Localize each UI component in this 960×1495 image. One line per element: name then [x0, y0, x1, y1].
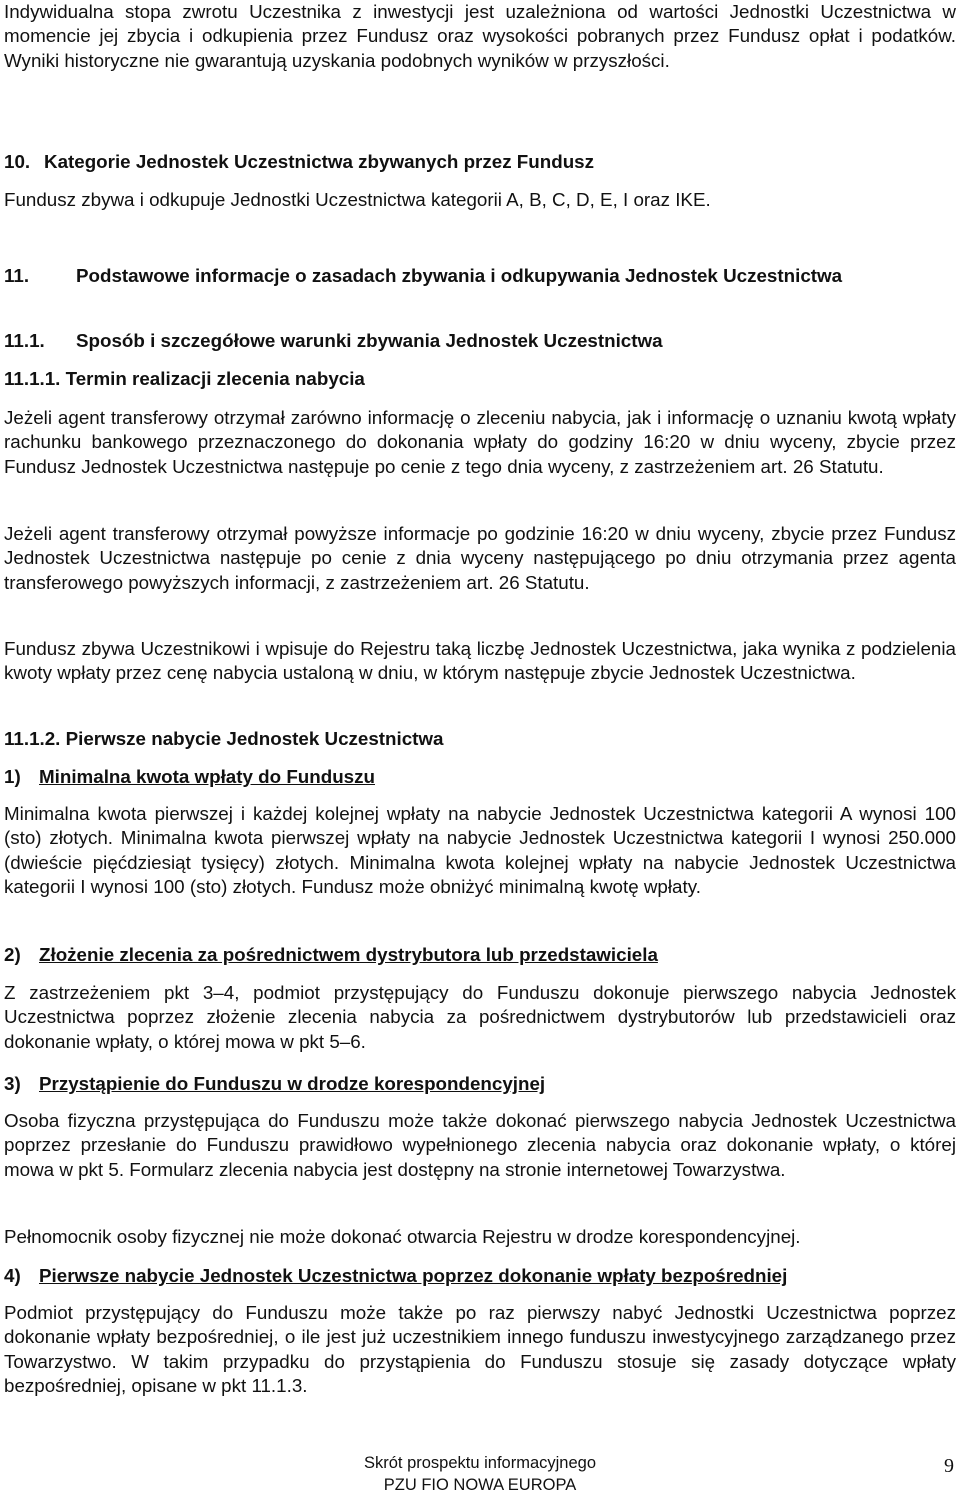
subheading-4 — [4, 1264, 956, 1288]
section-10-number: 10. — [4, 151, 31, 172]
section-11-1-title: Sposób i szczegółowe warunki zbywania Jednostek Uczestnictwa — [76, 330, 663, 351]
section-11-1-1-heading: 11.1.1. Termin realizacji zlecenia nabycia — [4, 368, 365, 389]
paragraph-1: Jeżeli agent transferowy otrzymał zarówno informację o zleceniu nabycia, jak i informację o uznaniu kwotą wpłaty rachunku bankowego przeznaczonego do dokonania wpłaty do godziny 16:20 w dniu wyceny, zbycie przez Fundusz Jednostek Uczestnictwa następuje po cenie z tego dnia wyceny, z zastrzeżeniem art. 26 Statutu. — [4, 407, 956, 477]
subheading-2 — [4, 943, 956, 967]
section-10-heading — [4, 150, 956, 174]
section-10-title: Kategorie Jednostek Uczestnictwa zbywanych przez Fundusz — [44, 151, 595, 172]
page-number: 9 — [944, 1455, 954, 1477]
section-11-1-2-heading: 11.1.2. Pierwsze nabycie Jednostek Uczestnictwa — [4, 728, 444, 749]
paragraph-8: Podmiot przystępujący do Funduszu może także po raz pierwszy nabyć Jednostki Uczestnictwa poprzez dokonanie wpłaty bezpośredniej, o ile jest już uczestnikiem innego funduszu inwestycyjnego zarządzanego przez Towarzystwo. W takim przypadku do przystąpienia do Funduszu stosuje się zasady dotyczące wpłaty bezpośredniej, opisane w pkt 11.1.3. — [4, 1302, 956, 1397]
section-10-text: Fundusz zbywa i odkupuje Jednostki Uczestnictwa kategorii A, B, C, D, E, I oraz IKE. — [4, 189, 711, 210]
paragraph-2: Jeżeli agent transferowy otrzymał powyższe informacje po godzinie 16:20 w dniu wyceny, zbycie przez Fundusz Jednostek Uczestnictwa następuje po cenie z dnia wyceny następującego po dniu otrzymania przez agenta transferowego powyższych informacji, z zastrzeżeniem art. 26 Statutu. — [4, 523, 956, 593]
section-11-heading — [4, 264, 956, 288]
subheading-4-title: Pierwsze nabycie Jednostek Uczestnictwa poprzez dokonanie wpłaty bezpośredniej — [39, 1265, 788, 1286]
paragraph-3: Fundusz zbywa Uczestnikowi i wpisuje do Rejestru taką liczbę Jednostek Uczestnictwa, jaka wynika z podzielenia kwoty wpłaty przez cenę nabycia ustaloną w dniu, w którym następuje zbycie Jednostek Uczestnictwa. — [4, 638, 956, 684]
footer-fund-name: PZU FIO NOWA EUROPA — [383, 1476, 577, 1494]
paragraph-4: Minimalna kwota pierwszej i każdej kolejnej wpłaty na nabycie Jednostek Uczestnictwa kategorii A wynosi 100 (sto) złotych. Minimalna kwota pierwszej wpłaty na nabycie Jednostek Uczestnictwa kategorii I wynosi 250.000 (dwieście pięćdziesiąt tysięcy) złotych. Minimalna kwota kolejnej wpłaty na nabycie Jednostek Uczestnictwa kategorii I wynosi 100 (sto) złotych. Fundusz może obniżyć minimalną kwotę wpłaty. — [4, 803, 956, 898]
subheading-1-number: 1) — [4, 766, 21, 787]
subheading-2-title: Złożenie zlecenia za pośrednictwem dystrybutora lub przedstawiciela — [39, 944, 658, 965]
footer-prospectus-label: Skrót prospektu informacyjnego — [363, 1454, 597, 1472]
subheading-1-title: Minimalna kwota wpłaty do Funduszu — [39, 766, 375, 787]
section-11-title: Podstawowe informacje o zasadach zbywania i odkupywania Jednostek Uczestnictwa — [76, 265, 843, 286]
paragraph-5: Z zastrzeżeniem pkt 3–4, podmiot przystępujący do Funduszu dokonuje pierwszego nabycia Jednostek Uczestnictwa poprzez złożenie zlecenia nabycia za pośrednictwem dystrybutorów lub przedstawicieli oraz dokonanie wpłaty, o której mowa w pkt 5–6. — [4, 982, 956, 1052]
section-11-1-heading — [4, 329, 956, 353]
paragraph-7: Pełnomocnik osoby fizycznej nie może dokonać otwarcia Rejestru w drodze korespondencyjnej. — [4, 1226, 801, 1247]
section-11-number: 11. — [4, 265, 30, 286]
subheading-4-number: 4) — [4, 1265, 21, 1286]
paragraph-6: Osoba fizyczna przystępująca do Funduszu może także dokonać pierwszego nabycia Jednostek Uczestnictwa poprzez przesłanie do Funduszu prawidłowo wypełnionego zlecenia nabycia oraz dokonanie wpłaty, o której mowa w pkt 5. Formularz zlecenia nabycia jest dostępny na stronie internetowej Towarzystwa. — [4, 1110, 956, 1180]
intro-paragraph: Indywidualna stopa zwrotu Uczestnika z inwestycji jest uzależniona od wartości Jednostki Uczestnictwa w momencie jej zbycia i odkupienia przez Fundusz oraz wysokości pobranych przez Fundusz opłat i podatków. Wyniki historyczne nie gwarantują uzyskania podobnych wyników w przyszłości. — [4, 1, 956, 71]
subheading-1 — [4, 765, 956, 789]
subheading-3-number: 3) — [4, 1073, 21, 1094]
subheading-3-title: Przystąpienie do Funduszu w drodze korespondencyjnej — [39, 1073, 546, 1094]
subheading-3 — [4, 1072, 956, 1096]
subheading-2-number: 2) — [4, 944, 21, 965]
section-11-1-number: 11.1. — [4, 330, 45, 351]
page-footer — [0, 1453, 960, 1493]
